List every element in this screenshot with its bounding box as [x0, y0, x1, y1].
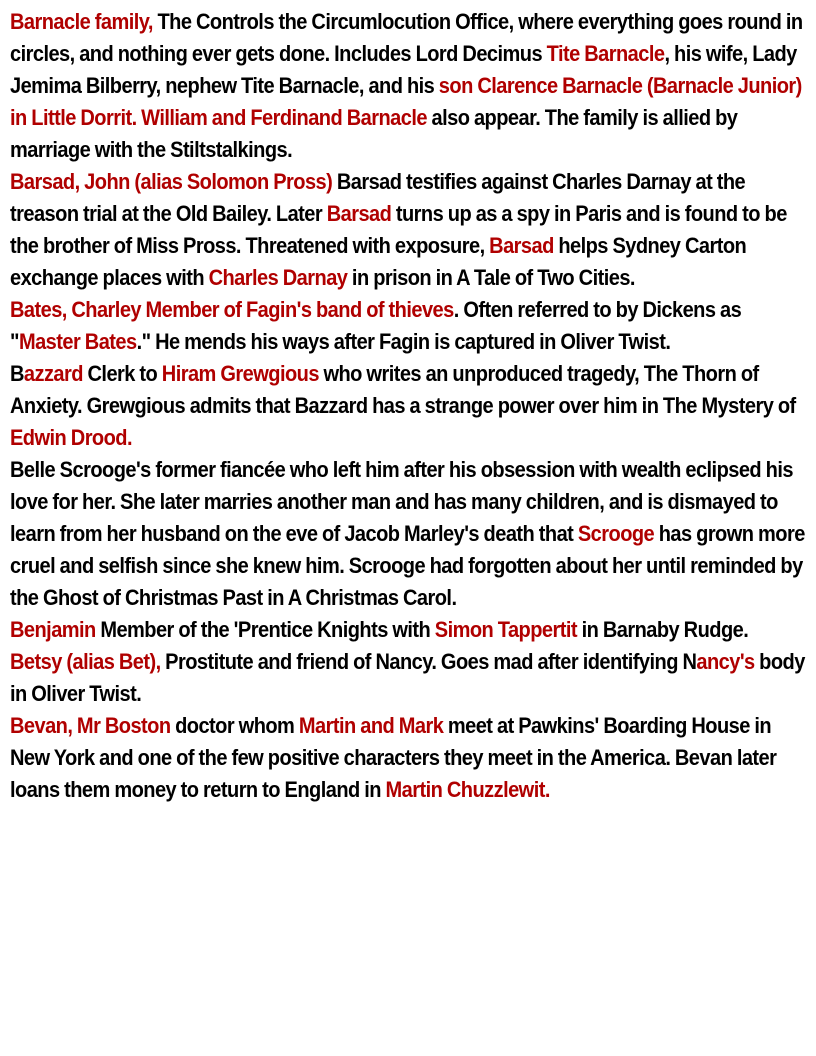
character-link[interactable]: Barsad — [489, 233, 554, 258]
character-link[interactable]: Simon Tappertit — [434, 617, 578, 642]
character-link[interactable]: ancy's — [696, 649, 755, 674]
entry-benjamin — [10, 614, 810, 646]
entry-text: Belle Scrooge's former fiancée who left him after his obsession with wealth eclipsed his love for her. She later marries another man and has many children, and is dismayed to learn from her husband on the eve of Jacob Marley's death that — [10, 457, 793, 546]
entry-text: Member of the 'Prentice Knights with — [95, 617, 435, 642]
entry-term[interactable]: Betsy (alias Bet), — [10, 649, 161, 674]
character-link[interactable]: Tite Barnacle — [546, 41, 665, 66]
entry-text: . Often referred to by Dickens as " — [10, 297, 742, 354]
entry-barnacle-family — [10, 6, 810, 166]
entry-term[interactable]: Barsad, John (alias Solomon Pross) — [10, 169, 333, 194]
entry-text: ." He mends his ways after Fagin is captured in Oliver Twist. — [136, 329, 671, 354]
entry-text: helps Sydney Carton exchange places with — [10, 233, 747, 290]
entry-text: Barsad testifies against Charles Darnay at the treason trial at the Old Bailey. Later — [10, 169, 746, 226]
character-link[interactable]: Edwin Drood. — [10, 425, 133, 450]
character-link[interactable]: Hiram Grewgious — [161, 361, 319, 386]
entry-text: who writes an unproduced tragedy, The Thorn of Anxiety. Grewgious admits that Bazzard has a strange power over him in The Mystery of — [10, 361, 796, 418]
entry-bates — [10, 294, 810, 358]
entry-term[interactable]: azzard — [23, 361, 83, 386]
character-link[interactable]: Charles Darnay — [208, 265, 348, 290]
entry-term[interactable]: Benjamin — [10, 617, 96, 642]
entry-term[interactable]: Bevan, Mr Boston — [10, 713, 171, 738]
entry-text: Clerk to — [82, 361, 162, 386]
entry-term-initial: B — [10, 361, 24, 386]
entry-term[interactable]: Bates, Charley Member of Fagin's band of thieves — [10, 297, 454, 322]
character-link[interactable]: Martin and Mark — [298, 713, 444, 738]
entry-belle — [10, 454, 810, 614]
entry-betsy — [10, 646, 810, 710]
entry-text: has grown more cruel and selfish since she knew him. Scrooge had forgotten about her until reminded by the Ghost of Christmas Past in A Christmas Carol. — [10, 521, 805, 610]
entry-text: doctor whom — [170, 713, 299, 738]
entry-text: Prostitute and friend of Nancy. Goes mad after identifying N — [160, 649, 697, 674]
entry-text: meet at Pawkins' Boarding House in New York and one of the few positive characters they meet in the America. Bevan later loans them money to return to England in — [10, 713, 777, 802]
character-link[interactable]: Martin Chuzzlewit. — [385, 777, 550, 802]
character-link[interactable]: Barsad — [326, 201, 392, 226]
character-link[interactable]: Master Bates — [18, 329, 137, 354]
entry-bevan — [10, 710, 810, 806]
entry-bazzard — [10, 358, 810, 454]
entry-text: , his wife, Lady Jemima Bilberry, nephew Tite Barnacle, and his — [10, 41, 797, 98]
entry-barsad — [10, 166, 810, 294]
character-link[interactable]: son Clarence Barnacle (Barnacle Junior) in Little Dorrit. William and Ferdinand Barnacle — [10, 73, 802, 130]
entry-text: turns up as a spy in Paris and is found to be the brother of Miss Pross. Threatened with exposure, — [10, 201, 787, 258]
entry-text: also appear. The family is allied by marriage with the Stiltstalkings. — [10, 105, 738, 162]
entry-text: The Controls the Circumlocution Office, where everything goes round in circles, and nothing ever gets done. Includes Lord Decimus — [10, 9, 803, 66]
character-glossary — [10, 6, 810, 806]
entry-term[interactable]: Barnacle family, — [10, 9, 153, 34]
entry-text: in prison in A Tale of Two Cities. — [347, 265, 635, 290]
entry-text: in Barnaby Rudge. — [577, 617, 749, 642]
character-link[interactable]: Scrooge — [577, 521, 655, 546]
entry-text: body in Oliver Twist. — [10, 649, 805, 706]
